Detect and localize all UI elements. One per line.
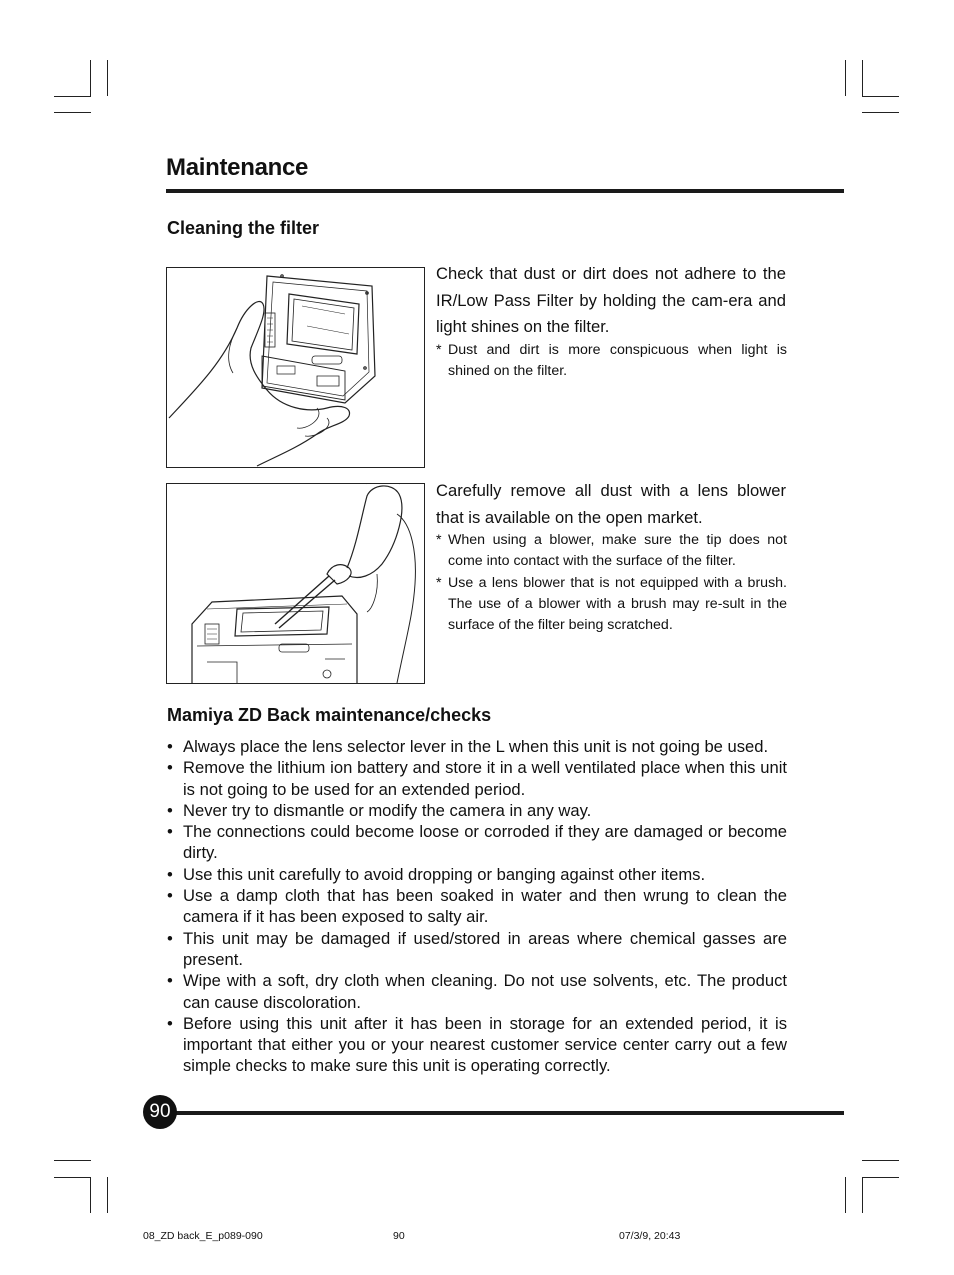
page-title: Maintenance (166, 154, 309, 181)
note-marker: * (436, 532, 442, 548)
footer-timestamp: 07/3/9, 20:43 (619, 1230, 681, 1242)
bottom-rule (160, 1111, 844, 1115)
section-heading-cleaning-filter: Cleaning the filter (167, 218, 320, 238)
crop-mark (107, 1177, 108, 1213)
step2-note1-text: When using a blower, make sure the tip does not come into contact with the surface of the filter. (448, 532, 787, 569)
list-item: • The connections could become loose or corroded if they are damaged or become dirty. (166, 821, 787, 864)
crop-mark (54, 1160, 91, 1161)
list-item: • Use this unit carefully to avoid dropping or banging against other items. (166, 864, 787, 885)
list-item: • This unit may be damaged if used/stored in areas where chemical gasses are present. (166, 928, 787, 971)
crop-mark (862, 60, 863, 96)
crop-mark (862, 96, 899, 97)
note-marker: * (436, 575, 442, 591)
list-item: • Always place the lens selector lever in the L when this unit is not going be used. (166, 736, 787, 757)
crop-mark (862, 1160, 899, 1161)
list-item: • Never try to dismantle or modify the camera in any way. (166, 800, 787, 821)
crop-mark (862, 1177, 863, 1213)
section-heading-maintenance-checks: Mamiya ZD Back maintenance/checks (167, 705, 492, 725)
footer-page: 90 (393, 1230, 405, 1242)
list-item: • Wipe with a soft, dry cloth when cleaning. Do not use solvents, etc. The product can cause discoloration. (166, 970, 787, 1013)
crop-mark (845, 1177, 846, 1213)
crop-mark (90, 1177, 91, 1213)
page-number-badge: 90 (143, 1095, 177, 1129)
figure-hand-holding-camera (166, 267, 425, 468)
step2-note2-text: Use a lens blower that is not equipped with a brush. The use of a blower with a brush may re-sult in the surface of the filter being scratched. (448, 575, 787, 633)
step2-note1 (436, 530, 787, 572)
crop-mark (54, 1177, 91, 1178)
crop-mark (90, 60, 91, 96)
step1-text: Check that dust or dirt does not adhere to the IR/Low Pass Filter by holding the cam-era and light shines on the filter. (436, 264, 786, 336)
crop-mark (54, 96, 91, 97)
title-rule (166, 189, 844, 193)
crop-mark (54, 112, 91, 113)
crop-mark (862, 112, 899, 113)
step1-note (436, 340, 787, 382)
crop-mark (107, 60, 108, 96)
list-item: • Use a damp cloth that has been soaked in water and then wrung to clean the camera if it has been exposed to salty air. (166, 885, 787, 928)
crop-mark (845, 60, 846, 96)
note-marker: * (436, 342, 442, 358)
figure-lens-blower (166, 483, 425, 684)
footer-filename: 08_ZD back_E_p089-090 (143, 1230, 263, 1242)
step2-note2 (436, 573, 787, 636)
crop-mark (862, 1177, 899, 1178)
maintenance-checklist (166, 736, 787, 1077)
list-item: • Before using this unit after it has been in storage for an extended period, it is important that either you or your nearest customer service center carry out a few simple checks to make sure this unit is operating correctly. (166, 1013, 787, 1077)
step2-text: Carefully remove all dust with a lens blower that is available on the open market. (436, 481, 786, 527)
step1-note-text: Dust and dirt is more conspicuous when light is shined on the filter. (448, 342, 787, 379)
list-item: • Remove the lithium ion battery and store it in a well ventilated place when this unit is not going to be used for an extended period. (166, 757, 787, 800)
